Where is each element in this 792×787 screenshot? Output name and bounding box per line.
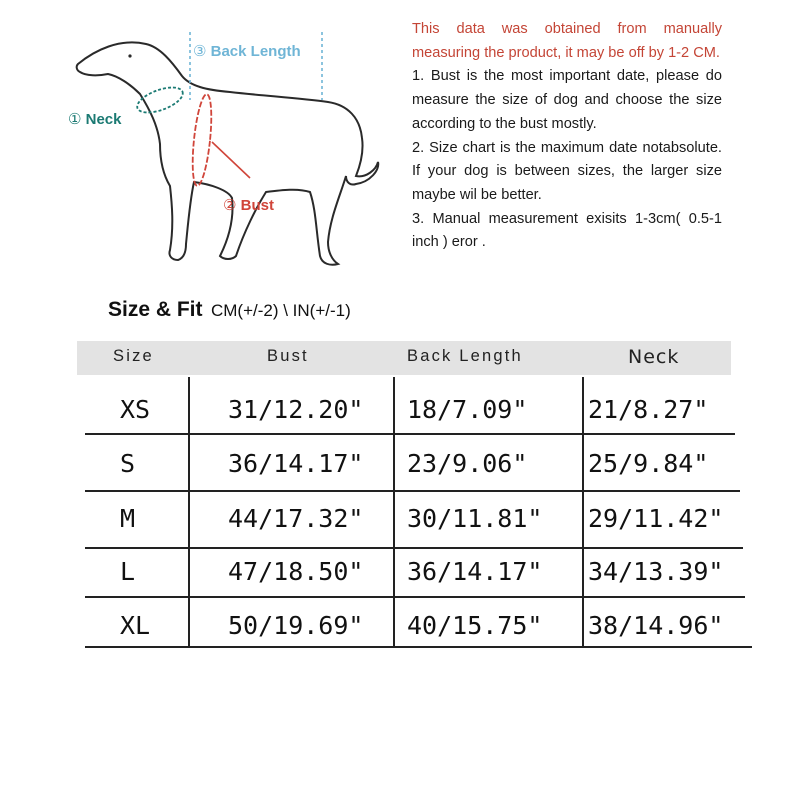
row-divider: [85, 490, 740, 492]
table-cell-back-length: 30/11.81": [407, 504, 543, 533]
header-size: Size: [113, 347, 154, 365]
table-cell-bust: 44/17.32": [228, 504, 364, 533]
header-back-length: Back Length: [407, 347, 523, 365]
row-divider: [85, 547, 743, 549]
dog-measurement-diagram: [60, 20, 400, 280]
table-cell-back-length: 23/9.06": [407, 449, 528, 478]
neck-number: ①: [68, 111, 82, 128]
table-cell-size: XL: [120, 611, 151, 640]
neck-text: Neck: [85, 111, 122, 128]
bust-label: [223, 196, 274, 214]
table-cell-back-length: 18/7.09": [407, 395, 528, 424]
header-bust: Bust: [267, 347, 309, 365]
table-cell-neck: 25/9.84": [588, 449, 709, 478]
table-cell-back-length: 40/15.75": [407, 611, 543, 640]
table-cell-bust: 31/12.20": [228, 395, 364, 424]
back-length-label: [193, 42, 301, 60]
row-divider: [85, 646, 752, 648]
back-length-text: Back Length: [210, 43, 301, 60]
table-cell-size: S: [120, 449, 136, 478]
table-cell-bust: 47/18.50": [228, 557, 364, 586]
size-fit-heading: [108, 298, 351, 322]
column-divider: [188, 377, 190, 648]
bust-text: Bust: [240, 197, 274, 214]
table-cell-neck: 34/13.39": [588, 557, 724, 586]
neck-label: [68, 110, 121, 128]
table-cell-neck: 21/8.27": [588, 395, 709, 424]
heading-title: Size & Fit: [108, 298, 203, 321]
measurement-notes: [412, 18, 722, 255]
table-cell-size: L: [120, 557, 136, 586]
row-divider: [85, 596, 745, 598]
accuracy-warning: This data was obtained from manually measuring the product, it may be off by 1-2 CM.: [412, 21, 722, 61]
table-cell-bust: 36/14.17": [228, 449, 364, 478]
table-cell-size: XS: [120, 395, 151, 424]
table-cell-size: M: [120, 504, 136, 533]
table-cell-back-length: 36/14.17": [407, 557, 543, 586]
back-length-number: ③: [193, 43, 207, 60]
column-divider: [582, 377, 584, 648]
header-neck: Neck: [628, 346, 680, 368]
note-item: 3. Manual measurement exisits 1-3cm( 0.5-1 inch ) eror .: [412, 210, 722, 251]
note-item: 1. Bust is the most important date, please do measure the size of dog and choose the size according to the bust mostly.: [412, 68, 722, 132]
column-divider: [393, 377, 395, 648]
table-cell-neck: 29/11.42": [588, 504, 724, 533]
bust-number: ②: [223, 197, 237, 214]
table-cell-neck: 38/14.96": [588, 611, 724, 640]
note-item: 2. Size chart is the maximum date notabsolute. If your dog is between sizes, the larger size maybe wil be better.: [412, 139, 722, 203]
table-cell-bust: 50/19.69": [228, 611, 364, 640]
heading-units: CM(+/-2) \ IN(+/-1): [210, 301, 351, 320]
row-divider: [85, 433, 735, 435]
